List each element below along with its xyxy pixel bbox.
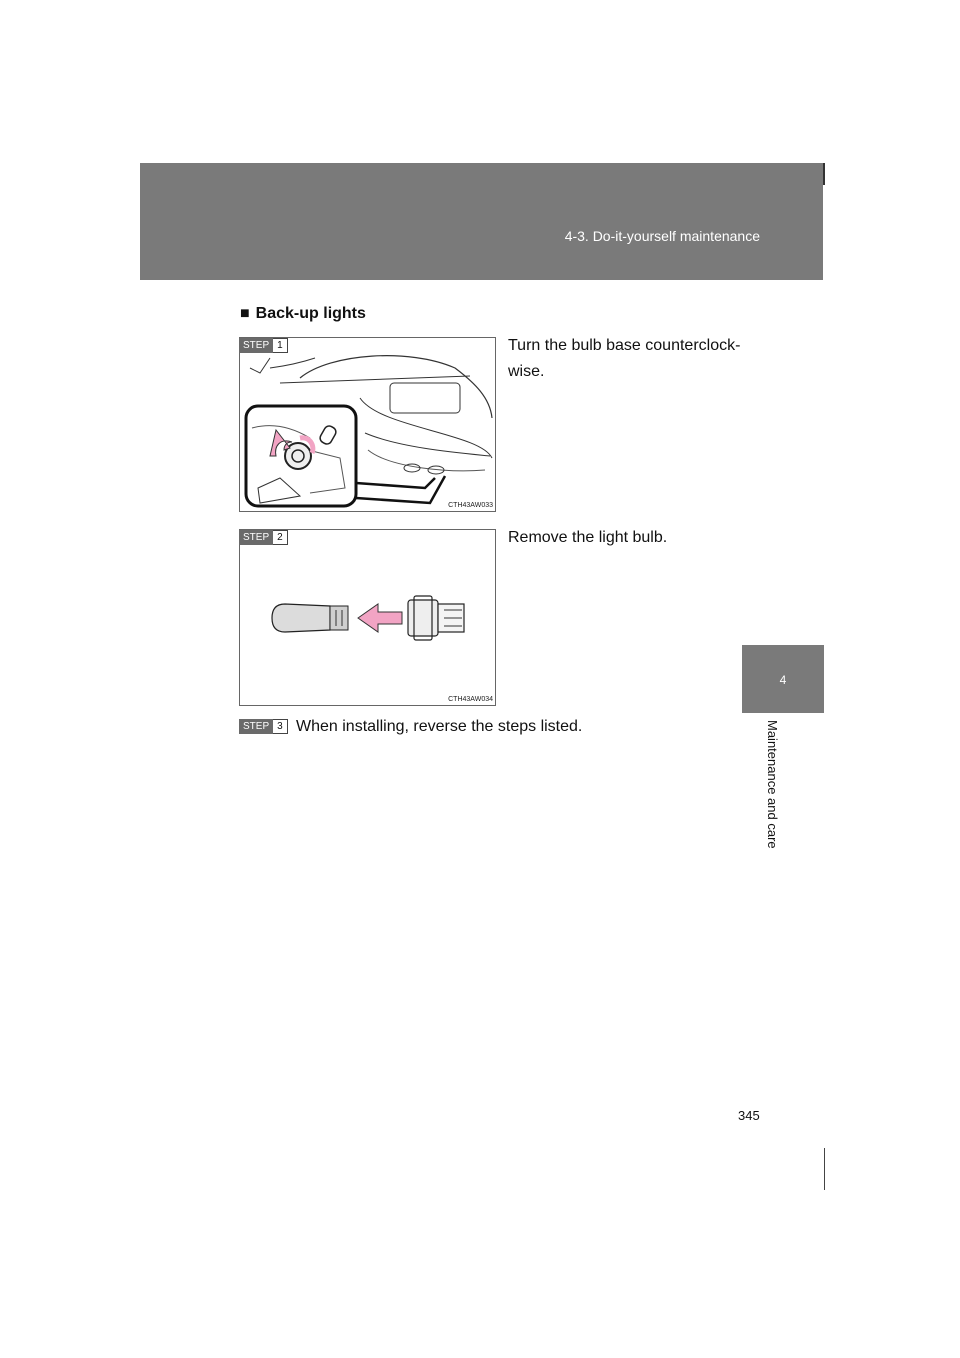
figure-step-2 [239, 529, 496, 706]
step-word: STEP [239, 719, 273, 734]
step-3-text: When installing, reverse the steps listed. [296, 718, 583, 735]
heading-text: Back-up lights [255, 305, 366, 322]
step-badge-2 [239, 530, 288, 545]
figure-code: CTH43AW033 [448, 502, 493, 509]
step-1-text: Turn the bulb base counterclock-wise. [508, 337, 741, 380]
figure-code: CTH43AW034 [448, 696, 493, 703]
bulb-removal-illustration [240, 530, 495, 705]
step-word: STEP [239, 530, 273, 545]
step-number: 3 [273, 719, 288, 734]
page-number: 345 [738, 1108, 760, 1123]
section-heading [240, 305, 366, 323]
step-badge-1 [239, 338, 288, 353]
chapter-label [765, 720, 790, 870]
section-title: 4-3. Do-it-yourself maintenance [564, 228, 760, 244]
chapter-tab [742, 645, 824, 713]
header-band [140, 163, 823, 280]
figure-step-1 [239, 337, 496, 512]
step-number: 2 [273, 530, 288, 545]
step-2-text: Remove the light bulb. [508, 529, 668, 546]
crop-mark [823, 163, 825, 185]
rear-bumper-illustration [240, 338, 495, 511]
square-bullet-icon: ■ [240, 305, 250, 322]
chapter-number: 4 [779, 673, 787, 687]
step-number: 1 [273, 338, 288, 353]
step-word: STEP [239, 338, 273, 353]
chapter-label-text: Maintenance and care [765, 720, 780, 849]
crop-mark [824, 1148, 825, 1190]
step-badge-3 [239, 719, 288, 734]
